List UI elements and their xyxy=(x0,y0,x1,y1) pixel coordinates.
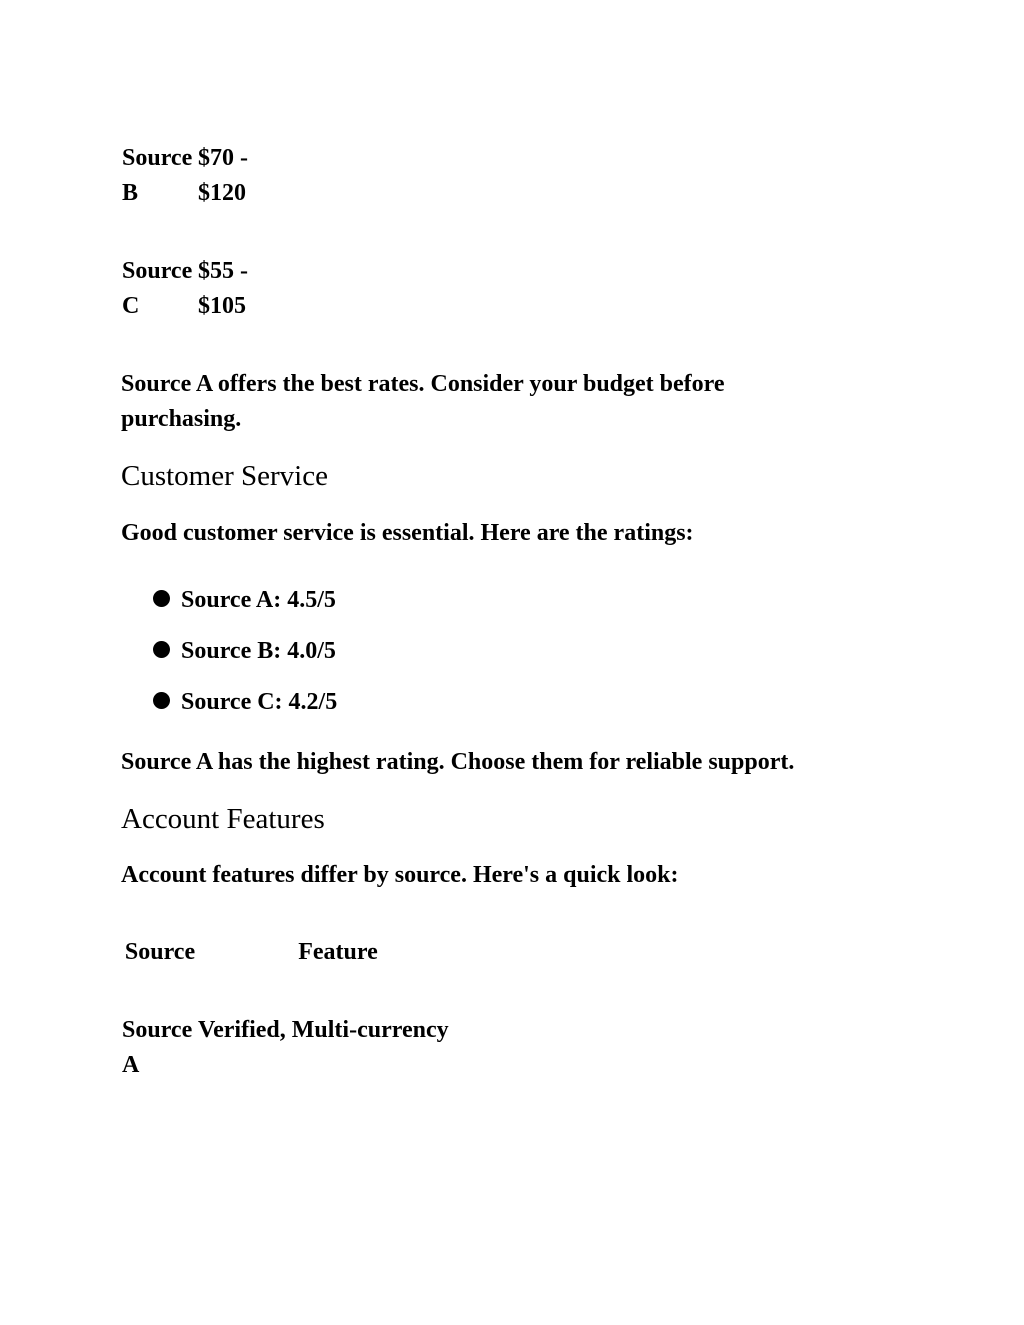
table-row xyxy=(122,141,258,211)
rating-text: Source A: 4.5/5 xyxy=(181,587,336,613)
source-cell: Source B xyxy=(122,145,193,206)
row-spacer xyxy=(122,970,518,1013)
account-features-heading: Account Features xyxy=(121,803,325,835)
feature-column-header: Feature xyxy=(298,939,378,965)
price-cell: $70 - $120 xyxy=(198,145,248,206)
account-features-intro: Account features differ by source. Here's a quick look: xyxy=(121,862,679,888)
price-cell: $55 - $105 xyxy=(198,258,248,319)
source-cell: Source A xyxy=(122,1017,193,1078)
feature-cell: Verified, Multi-currency xyxy=(198,1017,449,1043)
customer-service-summary: Source A has the highest rating. Choose them for reliable support. xyxy=(121,749,795,775)
rating-text: Source C: 4.2/5 xyxy=(181,689,338,715)
table-row xyxy=(122,1013,518,1083)
list-item xyxy=(153,685,337,736)
source-column-header: Source xyxy=(124,939,196,965)
list-item xyxy=(153,634,337,685)
bullet-icon xyxy=(153,641,170,658)
pricing-table xyxy=(122,141,258,324)
customer-service-intro: Good customer service is essential. Here are the ratings: xyxy=(121,520,694,546)
row-spacer xyxy=(122,211,258,254)
source-cell: Source C xyxy=(122,258,193,319)
table-row xyxy=(122,254,258,324)
features-table xyxy=(122,935,518,1083)
rating-text: Source B: 4.0/5 xyxy=(181,638,336,664)
bullet-icon xyxy=(153,692,170,709)
list-item xyxy=(153,583,337,634)
table-header-row xyxy=(122,935,518,970)
bullet-icon xyxy=(153,590,170,607)
pricing-summary: Source A offers the best rates. Consider your budget before purchasing. xyxy=(121,371,725,432)
ratings-list xyxy=(153,583,337,736)
customer-service-heading: Customer Service xyxy=(121,460,328,492)
